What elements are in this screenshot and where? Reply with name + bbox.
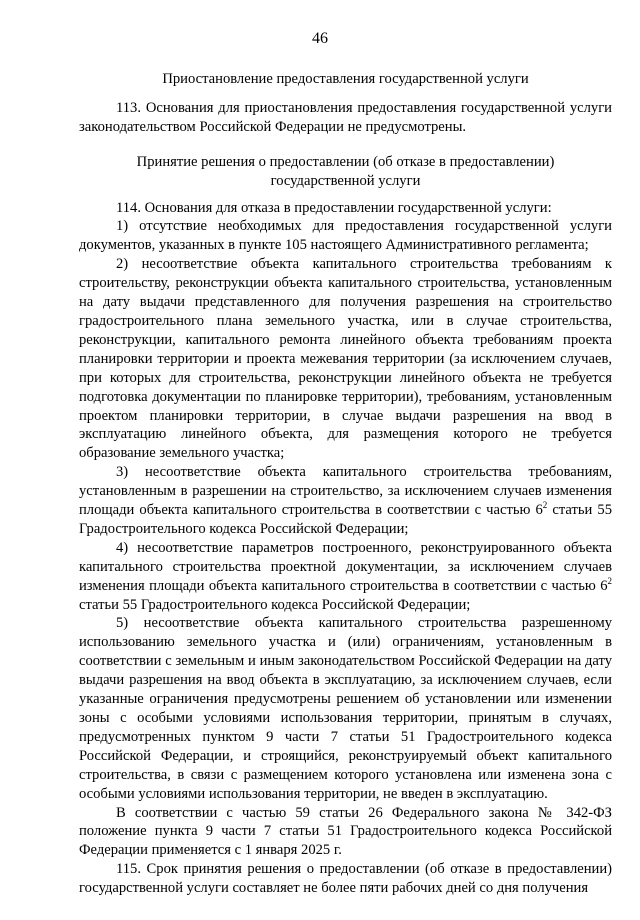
list-item-4-text-end: статьи 55 Градостроительного кодекса Российской Федерации; — [79, 596, 471, 613]
section-heading-line-2: государственной услуги — [270, 172, 421, 189]
section-heading-decision — [79, 153, 612, 191]
document-body — [79, 70, 612, 898]
page-number: 46 — [312, 30, 328, 47]
paragraph-113: 113. Основания для приостановления предоставления государственной услуги законодательством Российской Федерации не предусмотрены. — [79, 99, 612, 135]
list-item-5: 5) несоответствие объекта капитального строительства разрешенному использованию земельного участка и (или) ограничениям, установленным в соответствии с земельным и иным законодательством Российской Федерации на дату выдачи разрешения на ввод объекта в эксплуатацию, за исключением случаев, если указанные ограничения предусмотрены решением об установлении или изменении зоны с особыми условиями использования территории, принятым в случаях, предусмотренных пунктом 9 части 7 статьи 51 Градостроительного кодекса Российской Федерации, и строящийся, реконструируемый объект капитального строительства, в связи с размещением которого установлена или изменена зона с особыми условиями использования территории, не введен в эксплуатацию. — [79, 615, 612, 802]
section-heading-suspension: Приостановление предоставления государственной услуги — [162, 71, 529, 87]
list-item-3-text-end: статьи 55 Градостроительного кодекса Российской Федерации; — [79, 502, 613, 537]
paragraph-114-intro: 114. Основания для отказа в предоставлении государственной услуги: — [116, 199, 552, 216]
paragraph-115: 115. Срок принятия решения о предоставлении (об отказе в предоставлении) государственной услуги составляет не более пяти рабочих дней со дня получения — [79, 861, 612, 897]
list-item-4 — [79, 539, 612, 615]
list-item-1: 1) отсутствие необходимых для предоставления государственной услуги документов, указанных в пункте 105 настоящего Административного регламента; — [79, 218, 612, 254]
superscript: 2 — [607, 575, 612, 586]
list-item-4-text: 4) несоответствие параметров построенного, реконструированного объекта капитального строительства проектной документации, за исключением случаев изменения площади объекта капитального строительства в соответствии с частью 6 — [79, 539, 612, 594]
note-paragraph: В соответствии с частью 59 статьи 26 Федерального закона № 342-ФЗ положение пункта 9 части 7 статьи 51 Градостроительного кодекса Российской Федерации применяется с 1 января 2025 г. — [79, 804, 612, 859]
list-item-3-text: 3) несоответствие объекта капитального строительства требованиям, установленным в разрешении на строительство, за исключением случаев изменения площади объекта капитального строительства в соответствии с частью 6 — [79, 464, 612, 519]
section-heading-line-1: Принятие решения о предоставлении (об отказе в предоставлении) — [136, 153, 555, 170]
list-item-3 — [79, 463, 612, 539]
list-item-2: 2) несоответствие объекта капитального строительства требованиям к строительству, реконструкции объекта капитального строительства, установленным на дату выдачи представленного для получения разрешения на строительство градостроительного плана земельного участка, или в случае строительства, реконструкции, капитального ремонта линейного объекта требованиям проекта планировки территории и проекта межевания территории (за исключением случаев, при которых для строительства, реконструкции линейного объекта не требуется подготовка документации по планировке территории), требованиям, установленным проектом планировки территории, в случае выдачи разрешения на ввод в эксплуатацию линейного объекта, для размещения которого не требуется образование земельного участка; — [79, 256, 612, 462]
superscript: 2 — [542, 500, 548, 511]
